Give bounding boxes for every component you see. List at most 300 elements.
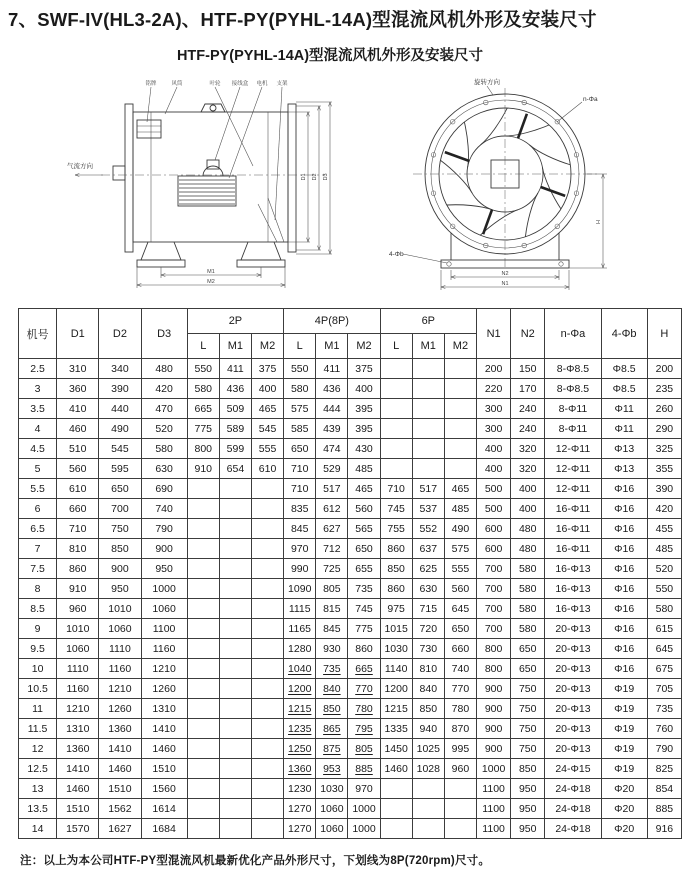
table-cell: 780 <box>348 699 380 719</box>
table-cell <box>251 799 283 819</box>
table-cell: 1028 <box>412 759 444 779</box>
table-cell: 725 <box>316 559 348 579</box>
table-cell: Φ16 <box>601 539 647 559</box>
table-cell: 6.5 <box>19 519 57 539</box>
table-cell: 750 <box>511 739 545 759</box>
table-cell: 580 <box>141 439 187 459</box>
table-cell: 24-Φ18 <box>545 799 601 819</box>
table-header <box>19 309 682 359</box>
table-row <box>19 579 682 599</box>
table-cell: 7 <box>19 539 57 559</box>
header-6p-l: L <box>380 334 412 359</box>
header-h: H <box>647 309 681 359</box>
table-row <box>19 459 682 479</box>
table-cell: 20-Φ13 <box>545 719 601 739</box>
table-cell: 630 <box>141 459 187 479</box>
left-foot <box>141 242 181 260</box>
table-cell: 1160 <box>57 679 99 699</box>
table-cell: 700 <box>477 579 511 599</box>
table-cell <box>187 559 219 579</box>
table-cell: 970 <box>284 539 316 559</box>
table-cell: 655 <box>348 559 380 579</box>
table-cell: 320 <box>511 459 545 479</box>
table-cell: Φ11 <box>601 399 647 419</box>
table-cell: 637 <box>412 539 444 559</box>
table-cell: 1060 <box>316 799 348 819</box>
table-cell: 500 <box>477 479 511 499</box>
table-cell: 1627 <box>99 819 141 839</box>
impeller-strut <box>483 210 492 234</box>
table-cell: 565 <box>348 519 380 539</box>
table-cell: 10 <box>19 659 57 679</box>
table-cell: 390 <box>647 479 681 499</box>
table-cell: 710 <box>380 479 412 499</box>
table-row <box>19 399 682 419</box>
table-cell: 537 <box>412 499 444 519</box>
inlet-flange <box>125 104 133 252</box>
table-cell: Φ16 <box>601 639 647 659</box>
table-cell: 439 <box>316 419 348 439</box>
table-cell <box>219 559 251 579</box>
table-cell <box>219 699 251 719</box>
table-cell <box>187 619 219 639</box>
impeller-blade <box>505 125 549 136</box>
table-cell <box>187 779 219 799</box>
table-cell <box>251 699 283 719</box>
table-cell <box>187 479 219 499</box>
table-cell: 710 <box>284 459 316 479</box>
table-cell: 1235 <box>284 719 316 739</box>
table-cell: 411 <box>316 359 348 379</box>
table-cell <box>219 599 251 619</box>
table-cell <box>251 619 283 639</box>
table-cell: 1160 <box>99 659 141 679</box>
impeller-blades <box>441 108 571 236</box>
table-cell: 1570 <box>57 819 99 839</box>
table-cell: 575 <box>444 539 476 559</box>
table-cell: 240 <box>511 399 545 419</box>
table-cell: 1060 <box>99 619 141 639</box>
table-cell: 3 <box>19 379 57 399</box>
table-row <box>19 559 682 579</box>
table-row <box>19 599 682 619</box>
table-cell: 1310 <box>141 699 187 719</box>
table-cell: 395 <box>348 399 380 419</box>
table-cell: 24-Φ18 <box>545 779 601 799</box>
table-cell <box>187 819 219 839</box>
table-cell <box>251 739 283 759</box>
table-cell: 552 <box>412 519 444 539</box>
header-4p-l: L <box>284 334 316 359</box>
table-cell: 375 <box>348 359 380 379</box>
table-cell: 810 <box>412 659 444 679</box>
table-cell <box>444 779 476 799</box>
motor-hatch <box>179 180 235 204</box>
table-cell: 953 <box>316 759 348 779</box>
table-cell: 1560 <box>141 779 187 799</box>
table-cell: Φ13 <box>601 459 647 479</box>
table-cell: 835 <box>284 499 316 519</box>
table-cell <box>187 679 219 699</box>
table-cell: 650 <box>511 639 545 659</box>
header-2p-l: L <box>187 334 219 359</box>
table-cell: 850 <box>316 699 348 719</box>
table-cell <box>412 459 444 479</box>
page-title: 7、SWF-IV(HL3-2A)、HTF-PY(PYHL-14A)型混流风机外形及安装尺寸 <box>8 9 597 30</box>
motor-dome <box>203 166 223 176</box>
table-cell <box>251 519 283 539</box>
table-cell <box>187 759 219 779</box>
table-cell <box>219 539 251 559</box>
table-cell: 235 <box>647 379 681 399</box>
table-cell: 1410 <box>57 759 99 779</box>
table-cell: 4.5 <box>19 439 57 459</box>
table-cell: Φ19 <box>601 739 647 759</box>
table-cell: 654 <box>219 459 251 479</box>
table-cell: 550 <box>284 359 316 379</box>
fan-casing <box>133 112 288 242</box>
dim-d3-label: D3 <box>323 173 329 181</box>
table-cell: Φ19 <box>601 759 647 779</box>
table-cell: 840 <box>412 679 444 699</box>
table-cell <box>444 799 476 819</box>
table-cell: 1010 <box>57 619 99 639</box>
table-cell: 1000 <box>348 799 380 819</box>
table-cell: 400 <box>511 499 545 519</box>
table-cell: 1060 <box>57 639 99 659</box>
table-cell: 750 <box>511 719 545 739</box>
table-cell <box>219 639 251 659</box>
table-cell: 630 <box>412 579 444 599</box>
table-cell: 650 <box>511 659 545 679</box>
table-cell: 690 <box>141 479 187 499</box>
table-cell: 12-Φ11 <box>545 479 601 499</box>
table-cell: 900 <box>477 739 511 759</box>
table-cell: 1460 <box>57 779 99 799</box>
table-cell: Φ19 <box>601 679 647 699</box>
table-cell <box>412 799 444 819</box>
table-cell: 900 <box>477 679 511 699</box>
table-cell: 5 <box>19 459 57 479</box>
table-cell: 580 <box>511 599 545 619</box>
table-cell <box>444 399 476 419</box>
table-cell: 599 <box>219 439 251 459</box>
header-2p-m2: M2 <box>251 334 283 359</box>
table-cell: 1100 <box>141 619 187 639</box>
table-cell: 960 <box>444 759 476 779</box>
table-cell: 1460 <box>99 759 141 779</box>
dim-d1-label: D1 <box>301 173 307 181</box>
table-cell: 24-Φ18 <box>545 819 601 839</box>
table-body <box>19 359 682 839</box>
table-cell: 1280 <box>284 639 316 659</box>
table-cell: 930 <box>316 639 348 659</box>
header-n1: N1 <box>477 309 511 359</box>
table-cell: 885 <box>348 759 380 779</box>
table-cell: Φ11 <box>601 419 647 439</box>
table-cell: 1060 <box>316 819 348 839</box>
table-cell: 850 <box>511 759 545 779</box>
table-cell: 16-Φ11 <box>545 539 601 559</box>
table-row <box>19 819 682 839</box>
table-cell: 615 <box>647 619 681 639</box>
table-cell: 550 <box>647 579 681 599</box>
table-cell: 795 <box>348 719 380 739</box>
table-cell: 420 <box>647 499 681 519</box>
table-cell <box>380 819 412 839</box>
table-cell: 805 <box>316 579 348 599</box>
table-cell <box>219 799 251 819</box>
table-cell <box>251 539 283 559</box>
table-cell: 854 <box>647 779 681 799</box>
table-cell: 910 <box>57 579 99 599</box>
table-cell: 860 <box>348 639 380 659</box>
table-cell: 13 <box>19 779 57 799</box>
table-cell: 485 <box>444 499 476 519</box>
table-cell: 20-Φ13 <box>545 739 601 759</box>
table-cell: 1000 <box>141 579 187 599</box>
table-cell: Φ16 <box>601 579 647 599</box>
table-cell: 555 <box>444 559 476 579</box>
table-cell <box>251 659 283 679</box>
table-cell: 260 <box>647 399 681 419</box>
table-cell: 850 <box>99 539 141 559</box>
table-cell: 950 <box>511 819 545 839</box>
table-cell: Φ19 <box>601 719 647 739</box>
table-cell: 12 <box>19 739 57 759</box>
nameplate-box <box>137 120 161 138</box>
table-cell: 1270 <box>284 799 316 819</box>
support-bracket <box>258 204 277 242</box>
table-cell: 600 <box>477 539 511 559</box>
callout-bracket: 支架 <box>276 81 288 87</box>
table-cell: 740 <box>444 659 476 679</box>
table-row <box>19 379 682 399</box>
table-cell: 465 <box>251 399 283 419</box>
table-cell: 14 <box>19 819 57 839</box>
table-cell: 1100 <box>477 799 511 819</box>
table-cell: 545 <box>99 439 141 459</box>
table-cell <box>187 699 219 719</box>
table-cell: 712 <box>316 539 348 559</box>
table-cell: 1562 <box>99 799 141 819</box>
table-cell: 675 <box>647 659 681 679</box>
header-2p-m1: M1 <box>219 334 251 359</box>
table-cell: 650 <box>348 539 380 559</box>
table-cell: 1230 <box>284 779 316 799</box>
table-cell <box>380 439 412 459</box>
table-cell: 860 <box>380 579 412 599</box>
table-cell <box>412 359 444 379</box>
table-cell <box>251 719 283 739</box>
table-cell: 440 <box>99 399 141 419</box>
table-row <box>19 479 682 499</box>
table-cell: 517 <box>316 479 348 499</box>
table-cell: 410 <box>57 399 99 419</box>
table-cell: 310 <box>57 359 99 379</box>
table-cell: 580 <box>511 619 545 639</box>
table-cell: 825 <box>647 759 681 779</box>
page-subtitle: HTF-PY(PYHL-14A)型混流风机外形及安装尺寸 <box>176 48 484 64</box>
table-cell: 509 <box>219 399 251 419</box>
table-cell: 400 <box>477 439 511 459</box>
table-cell <box>444 359 476 379</box>
table-cell <box>187 579 219 599</box>
rotation-direction-label: 旋转方向 <box>474 79 500 86</box>
table-cell: 910 <box>187 459 219 479</box>
table-cell: 612 <box>316 499 348 519</box>
table-cell: 555 <box>251 439 283 459</box>
table-cell: 16-Φ13 <box>545 559 601 579</box>
table-cell: 1410 <box>141 719 187 739</box>
table-cell: 1115 <box>284 599 316 619</box>
front-bottom-dimensions <box>441 270 569 290</box>
table-cell: 1040 <box>284 659 316 679</box>
table-cell: 580 <box>511 579 545 599</box>
table-cell: 625 <box>412 559 444 579</box>
impeller-blade <box>447 195 492 220</box>
table-cell: 520 <box>141 419 187 439</box>
table-cell: 660 <box>57 499 99 519</box>
table-cell: 1200 <box>284 679 316 699</box>
table-row <box>19 779 682 799</box>
table-cell <box>187 519 219 539</box>
table-cell: 990 <box>284 559 316 579</box>
table-cell <box>187 599 219 619</box>
table-cell: 660 <box>444 639 476 659</box>
table-cell: 16-Φ11 <box>545 499 601 519</box>
table-cell: 850 <box>412 699 444 719</box>
table-cell: 730 <box>412 639 444 659</box>
table-cell <box>444 459 476 479</box>
table-cell: 1260 <box>141 679 187 699</box>
table-cell <box>380 779 412 799</box>
table-cell <box>412 399 444 419</box>
table-cell <box>444 819 476 839</box>
fan-front-view-drawing <box>387 74 637 300</box>
motor-junction-box <box>207 160 219 169</box>
table-cell: 710 <box>57 519 99 539</box>
table-cell: 560 <box>57 459 99 479</box>
table-cell: 4 <box>19 419 57 439</box>
table-cell: 8 <box>19 579 57 599</box>
table-cell: 1100 <box>477 819 511 839</box>
table-cell <box>412 439 444 459</box>
table-cell: 1335 <box>380 719 412 739</box>
table-cell: 1090 <box>284 579 316 599</box>
table-cell: Φ16 <box>601 659 647 679</box>
table-cell: 16-Φ13 <box>545 599 601 619</box>
table-cell <box>251 479 283 499</box>
callout-impeller: 叶轮 <box>209 81 221 87</box>
table-cell <box>219 499 251 519</box>
table-cell <box>412 379 444 399</box>
table-cell: 16-Φ13 <box>545 579 601 599</box>
table-cell: 600 <box>477 519 511 539</box>
table-cell: 580 <box>511 559 545 579</box>
table-cell: 1165 <box>284 619 316 639</box>
table-cell: 465 <box>348 479 380 499</box>
table-cell: 745 <box>380 499 412 519</box>
table-cell: 490 <box>444 519 476 539</box>
table-cell: 900 <box>477 699 511 719</box>
table-row <box>19 419 682 439</box>
table-cell <box>219 719 251 739</box>
header-6p-m2: M2 <box>444 334 476 359</box>
header-n-phi-a: n-Φa <box>545 309 601 359</box>
table-row <box>19 619 682 639</box>
table-cell <box>380 379 412 399</box>
airflow-label: 气流方向 <box>67 163 93 170</box>
table-cell <box>187 799 219 819</box>
table-cell: 580 <box>647 599 681 619</box>
table-cell: Φ13 <box>601 439 647 459</box>
table-cell: 665 <box>348 659 380 679</box>
table-cell: 1200 <box>380 679 412 699</box>
table-row <box>19 719 682 739</box>
table-row <box>19 739 682 759</box>
table-cell: 485 <box>647 539 681 559</box>
table-cell <box>251 499 283 519</box>
table-cell: 200 <box>647 359 681 379</box>
table-cell: 517 <box>412 479 444 499</box>
table-cell: 650 <box>444 619 476 639</box>
table-cell: 420 <box>141 379 187 399</box>
side-bottom-dimensions <box>137 267 285 288</box>
table-cell: 1460 <box>141 739 187 759</box>
table-cell: 700 <box>477 599 511 619</box>
table-cell: 870 <box>444 719 476 739</box>
table-cell: 1140 <box>380 659 412 679</box>
table-cell: 1000 <box>348 819 380 839</box>
table-cell <box>219 619 251 639</box>
table-cell: 850 <box>380 559 412 579</box>
table-cell: 627 <box>316 519 348 539</box>
table-cell: 8-Φ8.5 <box>545 379 601 399</box>
table-cell: 1410 <box>99 739 141 759</box>
table-cell: 1110 <box>57 659 99 679</box>
impeller-strut <box>518 114 527 138</box>
table-cell <box>219 519 251 539</box>
table-cell: 3.5 <box>19 399 57 419</box>
fan-side-view-drawing <box>63 74 363 300</box>
table-cell: 355 <box>647 459 681 479</box>
table-cell <box>444 419 476 439</box>
table-cell: 1025 <box>412 739 444 759</box>
table-cell: 2.5 <box>19 359 57 379</box>
table-cell: 1210 <box>141 659 187 679</box>
table-cell: 460 <box>57 419 99 439</box>
table-cell: 560 <box>348 499 380 519</box>
table-cell: 200 <box>477 359 511 379</box>
table-cell <box>219 739 251 759</box>
table-cell: 580 <box>187 379 219 399</box>
table-cell: 750 <box>511 699 545 719</box>
table-cell: 950 <box>99 579 141 599</box>
table-cell: 900 <box>477 719 511 739</box>
table-cell: 400 <box>251 379 283 399</box>
table-cell: 1015 <box>380 619 412 639</box>
callout-duct: 风筒 <box>171 81 183 87</box>
table-cell: 320 <box>511 439 545 459</box>
table-row <box>19 799 682 819</box>
impeller-strut <box>445 152 469 161</box>
table-cell: Φ20 <box>601 799 647 819</box>
table-row <box>19 499 682 519</box>
table-cell: 1010 <box>99 599 141 619</box>
table-cell <box>187 639 219 659</box>
table-cell: 8-Φ11 <box>545 419 601 439</box>
